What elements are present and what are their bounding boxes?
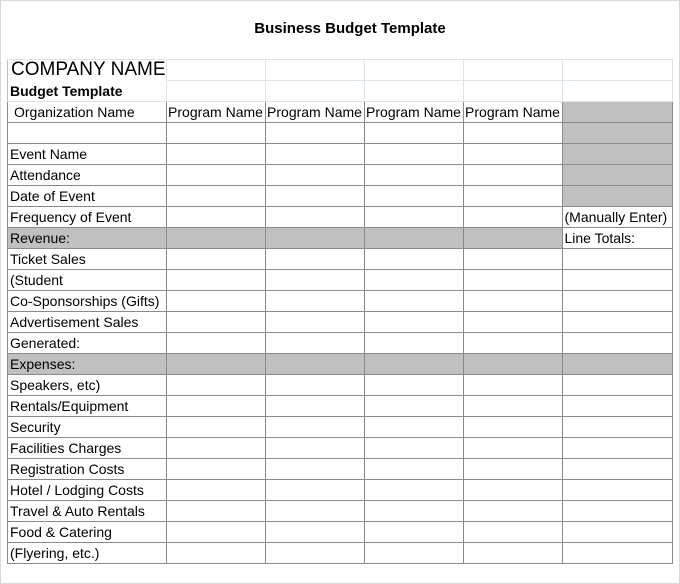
cell[interactable] [364, 396, 463, 417]
program-name-header-2[interactable]: Program Name [265, 102, 364, 123]
cell[interactable] [562, 543, 672, 564]
cell[interactable] [463, 417, 562, 438]
frequency-of-event-label[interactable]: Frequency of Event [8, 207, 167, 228]
program-name-header-3[interactable]: Program Name [364, 102, 463, 123]
cell[interactable] [364, 312, 463, 333]
cell[interactable] [463, 60, 562, 81]
cell[interactable] [265, 207, 364, 228]
cell[interactable] [265, 312, 364, 333]
cell[interactable] [364, 522, 463, 543]
revenue-row [8, 291, 673, 312]
expense-row [8, 459, 673, 480]
cell[interactable] [463, 333, 562, 354]
company-name[interactable]: COMPANY NAME [8, 60, 167, 81]
cell[interactable] [463, 249, 562, 270]
cell[interactable] [562, 291, 672, 312]
cell[interactable] [463, 459, 562, 480]
attendance-label[interactable]: Attendance [8, 165, 167, 186]
cell[interactable] [265, 417, 364, 438]
cell[interactable] [265, 165, 364, 186]
cell[interactable] [463, 312, 562, 333]
cell[interactable] [166, 417, 265, 438]
cell[interactable] [463, 270, 562, 291]
cell[interactable] [166, 270, 265, 291]
cell[interactable] [364, 207, 463, 228]
cell[interactable] [166, 522, 265, 543]
expense-row [8, 522, 673, 543]
expense-row [8, 417, 673, 438]
totals-cell-shaded[interactable] [562, 123, 672, 144]
cell[interactable] [364, 186, 463, 207]
sheet-subtitle[interactable]: Budget Template [8, 81, 167, 102]
cell[interactable] [463, 543, 562, 564]
cell[interactable] [562, 60, 672, 81]
expense-row [8, 438, 673, 459]
cell[interactable] [8, 123, 167, 144]
cell[interactable] [463, 81, 562, 102]
cell[interactable] [364, 60, 463, 81]
cell[interactable] [166, 396, 265, 417]
cell[interactable] [265, 354, 364, 375]
cell[interactable] [265, 144, 364, 165]
cell[interactable] [265, 333, 364, 354]
cell[interactable] [166, 480, 265, 501]
cell[interactable] [166, 60, 265, 81]
revenue-row [8, 312, 673, 333]
line-totals-label[interactable]: Line Totals: [562, 228, 672, 249]
security-label[interactable]: Security [8, 417, 167, 438]
cell[interactable] [364, 123, 463, 144]
cell[interactable] [562, 354, 672, 375]
cell[interactable] [364, 249, 463, 270]
cell[interactable] [463, 375, 562, 396]
cell[interactable] [463, 207, 562, 228]
cell[interactable] [166, 123, 265, 144]
cell[interactable] [166, 543, 265, 564]
cell[interactable] [265, 81, 364, 102]
cell[interactable] [562, 501, 672, 522]
cell[interactable] [166, 333, 265, 354]
cell[interactable] [562, 249, 672, 270]
manually-enter-note[interactable]: (Manually Enter) [562, 207, 672, 228]
student-label[interactable]: (Student [8, 270, 167, 291]
cell[interactable] [166, 207, 265, 228]
cell[interactable] [364, 291, 463, 312]
cell[interactable] [463, 144, 562, 165]
cell[interactable] [265, 480, 364, 501]
program-name-header-4[interactable]: Program Name [463, 102, 562, 123]
generated-label[interactable]: Generated: [8, 333, 167, 354]
cell[interactable] [463, 501, 562, 522]
rentals-equipment-label[interactable]: Rentals/Equipment [8, 396, 167, 417]
cell[interactable] [463, 480, 562, 501]
cell[interactable] [265, 438, 364, 459]
cell[interactable] [364, 81, 463, 102]
date-of-event-label[interactable]: Date of Event [8, 186, 167, 207]
cell[interactable] [463, 165, 562, 186]
cell[interactable] [364, 144, 463, 165]
expense-row [8, 501, 673, 522]
cell[interactable] [463, 123, 562, 144]
cell[interactable] [265, 396, 364, 417]
cell[interactable] [364, 480, 463, 501]
expenses-label[interactable]: Expenses: [8, 354, 167, 375]
cell[interactable] [562, 522, 672, 543]
expense-row [8, 480, 673, 501]
event-row [8, 207, 673, 228]
cell[interactable] [265, 60, 364, 81]
totals-cell-shaded[interactable] [562, 144, 672, 165]
totals-cell-shaded[interactable] [562, 102, 672, 123]
speakers-label[interactable]: Speakers, etc) [8, 375, 167, 396]
cell[interactable] [265, 270, 364, 291]
cell[interactable] [562, 438, 672, 459]
cell[interactable] [166, 354, 265, 375]
cell[interactable] [265, 459, 364, 480]
document-title: Business Budget Template [254, 20, 446, 37]
cell[interactable] [364, 375, 463, 396]
revenue-row [8, 270, 673, 291]
cell[interactable] [364, 543, 463, 564]
revenue-row [8, 249, 673, 270]
facilities-charges-label[interactable]: Facilities Charges [8, 438, 167, 459]
registration-costs-label[interactable]: Registration Costs [8, 459, 167, 480]
cell[interactable] [265, 543, 364, 564]
expense-row [8, 396, 673, 417]
cell[interactable] [265, 249, 364, 270]
cell[interactable] [463, 354, 562, 375]
header-row [8, 102, 673, 123]
cell[interactable] [463, 291, 562, 312]
cell[interactable] [463, 396, 562, 417]
event-row [8, 186, 673, 207]
ticket-sales-label[interactable]: Ticket Sales [8, 249, 167, 270]
cell[interactable] [562, 312, 672, 333]
cell[interactable] [562, 396, 672, 417]
totals-cell-shaded[interactable] [562, 165, 672, 186]
cell[interactable] [166, 438, 265, 459]
cell[interactable] [562, 480, 672, 501]
cell[interactable] [265, 123, 364, 144]
cell[interactable] [265, 375, 364, 396]
cell[interactable] [166, 459, 265, 480]
co-sponsorships-label[interactable]: Co-Sponsorships (Gifts) [8, 291, 167, 312]
advertisement-sales-label[interactable]: Advertisement Sales [8, 312, 167, 333]
cell[interactable] [364, 228, 463, 249]
cell[interactable] [562, 375, 672, 396]
cell[interactable] [265, 186, 364, 207]
cell[interactable] [463, 438, 562, 459]
cell[interactable] [166, 165, 265, 186]
event-row [8, 165, 673, 186]
cell[interactable] [364, 165, 463, 186]
cell[interactable] [364, 354, 463, 375]
cell[interactable] [265, 501, 364, 522]
expenses-section-row [8, 354, 673, 375]
cell[interactable] [265, 522, 364, 543]
cell[interactable] [364, 501, 463, 522]
cell[interactable] [166, 144, 265, 165]
cell[interactable] [364, 459, 463, 480]
cell[interactable] [166, 312, 265, 333]
revenue-label[interactable]: Revenue: [8, 228, 167, 249]
cell[interactable] [562, 270, 672, 291]
revenue-section-row [8, 228, 673, 249]
flyering-label[interactable]: (Flyering, etc.) [8, 543, 167, 564]
cell[interactable] [166, 81, 265, 102]
cell[interactable] [463, 228, 562, 249]
company-row [8, 60, 673, 81]
totals-cell-shaded[interactable] [562, 186, 672, 207]
revenue-row [8, 333, 673, 354]
cell[interactable] [463, 186, 562, 207]
cell[interactable] [562, 417, 672, 438]
cell[interactable] [166, 186, 265, 207]
cell[interactable] [166, 375, 265, 396]
organization-name-label[interactable]: Organization Name [8, 102, 167, 123]
cell[interactable] [364, 333, 463, 354]
program-name-header-1[interactable]: Program Name [166, 102, 265, 123]
cell[interactable] [364, 417, 463, 438]
cell[interactable] [265, 291, 364, 312]
cell[interactable] [265, 228, 364, 249]
budget-table [7, 59, 673, 564]
hotel-lodging-costs-label[interactable]: Hotel / Lodging Costs [8, 480, 167, 501]
expense-row [8, 543, 673, 564]
cell[interactable] [166, 249, 265, 270]
event-row [8, 144, 673, 165]
cell[interactable] [562, 459, 672, 480]
blank-row [8, 123, 673, 144]
cell[interactable] [364, 270, 463, 291]
cell[interactable] [166, 291, 265, 312]
cell[interactable] [463, 522, 562, 543]
subtitle-row [8, 81, 673, 102]
travel-auto-rentals-label[interactable]: Travel & Auto Rentals [8, 501, 167, 522]
cell[interactable] [562, 333, 672, 354]
food-catering-label[interactable]: Food & Catering [8, 522, 167, 543]
cell[interactable] [364, 438, 463, 459]
cell[interactable] [562, 81, 672, 102]
expense-row [8, 375, 673, 396]
cell[interactable] [166, 501, 265, 522]
cell[interactable] [166, 228, 265, 249]
event-name-label[interactable]: Event Name [8, 144, 167, 165]
